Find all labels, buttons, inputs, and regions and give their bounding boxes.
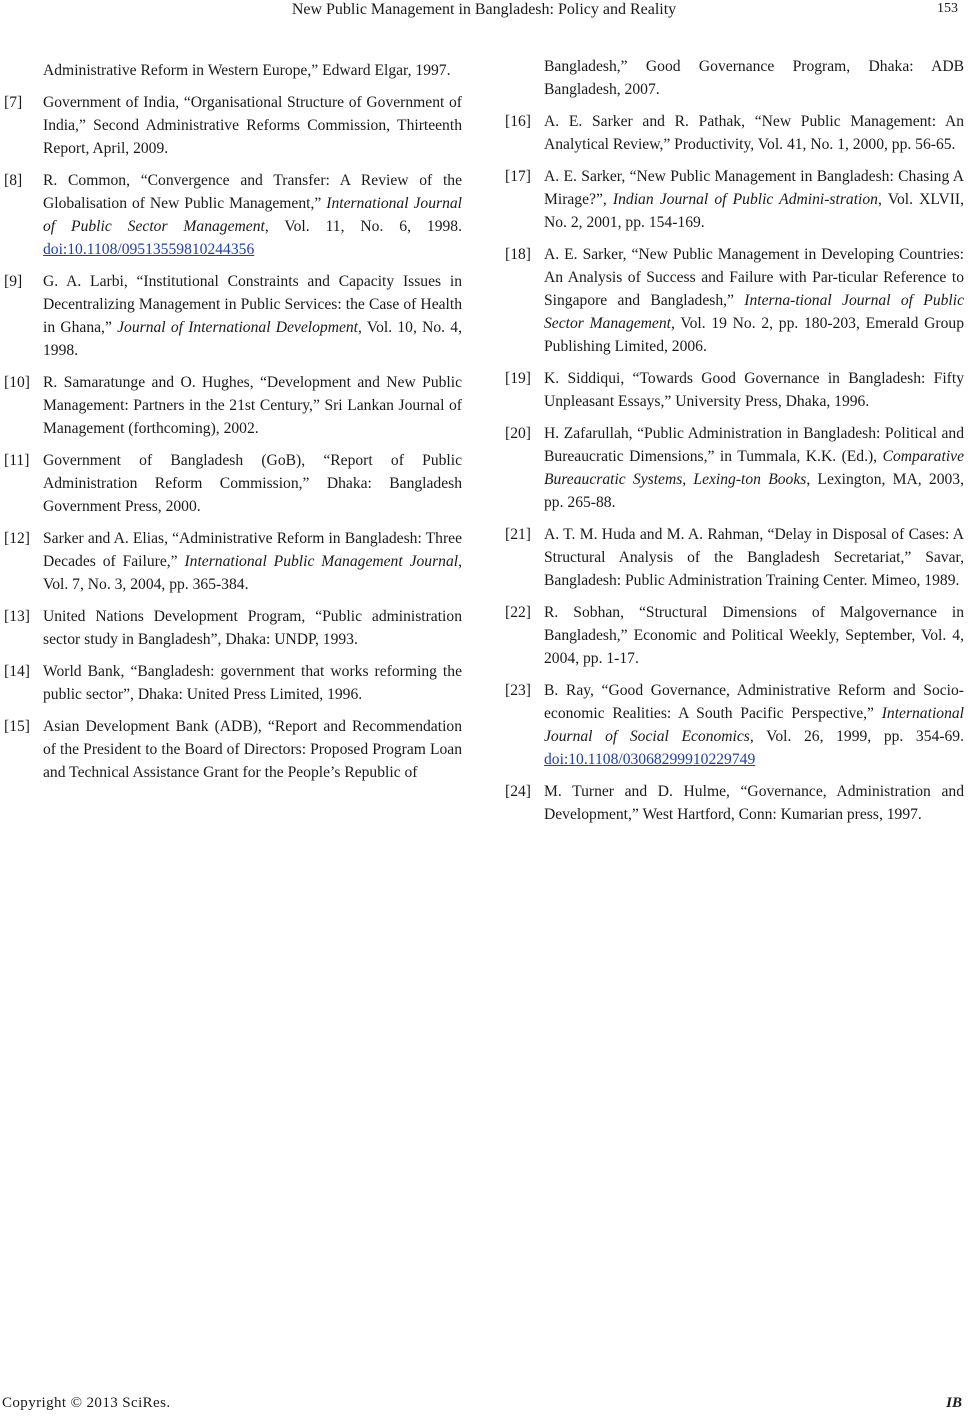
reference-segment: Sarker and A. Elias, “Administrative Reform in Bangladesh: Three Decades of Failure,”: [43, 530, 462, 570]
reference-segment: A. E. Sarker, “New Public Management in Developing Countries: An Analysis of Success and Failure with Par-ticular Reference to Singapore and Bangladesh,”: [544, 246, 964, 309]
reference-segment: A. T. M. Huda and M. A. Rahman, “Delay in Disposal of Cases: A Structural Analysis of the Bangladesh Secretariat,” Savar, Bangladesh: Public Administration Training Center. Mimeo, 1989.: [544, 526, 964, 589]
reference-number: [17]: [505, 168, 531, 185]
reference-entry: [505, 523, 964, 592]
reference-entry: [505, 780, 964, 826]
reference-text: [43, 270, 462, 362]
reference-number: [16]: [505, 113, 531, 130]
reference-entry: [4, 59, 462, 82]
reference-text: [43, 449, 462, 518]
reference-segment: G. A. Larbi, “Institutional Constraints and Capacity Issues in Decentralizing Management in Public Services: the Case of Health in Ghana,”: [43, 273, 462, 336]
reference-text: [544, 110, 964, 156]
reference-text: [544, 243, 964, 358]
reference-entry: [4, 169, 462, 261]
reference-entry: [505, 422, 964, 514]
reference-segment: R. Common, “Convergence and Transfer: A Review of the Globalisation of New Public Management,”: [43, 172, 462, 212]
reference-text: [544, 780, 964, 826]
reference-number: [24]: [505, 783, 531, 800]
reference-text: [43, 605, 462, 651]
page-number: 153: [937, 1, 958, 16]
journal-abbreviation: IB: [946, 1395, 962, 1411]
reference-entry: [4, 715, 462, 784]
reference-segment: A. E. Sarker and R. Pathak, “New Public Management: An Analytical Review,” Productivity, Vol. 41, No. 1, 2000, pp. 56-65.: [544, 113, 964, 153]
reference-number: [20]: [505, 425, 531, 442]
reference-entry: [505, 367, 964, 413]
journal-title: International Journal of Public Sector Management: [43, 195, 462, 235]
reference-entry: [505, 243, 964, 358]
reference-number: [11]: [4, 452, 30, 469]
reference-text: [43, 527, 462, 596]
reference-entry: [505, 601, 964, 670]
reference-entry: [505, 55, 964, 101]
reference-text: [544, 367, 964, 413]
reference-segment: , Vol. 11, No. 6, 1998.: [264, 218, 462, 235]
reference-number: [14]: [4, 663, 30, 680]
reference-number: [19]: [505, 370, 531, 387]
reference-segment: R. Sobhan, “Structural Dimensions of Malgovernance in Bangladesh,” Economic and Political Weekly, September, Vol. 4, 2004, pp. 1-17.: [544, 604, 964, 667]
reference-number: [9]: [4, 273, 23, 290]
reference-column-left: [4, 59, 462, 793]
reference-text: [544, 679, 964, 771]
reference-text: [544, 601, 964, 670]
reference-segment: , Vol. 10, No. 4, 1998.: [43, 319, 462, 359]
journal-title: Interna-tional Journal of Public Sector Management: [544, 292, 965, 332]
reference-entry: [4, 91, 462, 160]
reference-segment: Asian Development Bank (ADB), “Report and Recommendation of the President to the Board of Directors: Proposed Program Loan and Technical Assistance Grant for the People’s Republic of: [43, 718, 462, 781]
reference-segment: M. Turner and D. Hulme, “Governance, Administration and Development,” West Hartford, Conn: Kumarian press, 1997.: [544, 783, 964, 823]
reference-number: [23]: [505, 682, 531, 699]
journal-title: Comparative Bureaucratic Systems, Lexing-ton Books: [544, 448, 964, 488]
reference-number: [8]: [4, 172, 23, 189]
reference-number: [21]: [505, 526, 531, 543]
reference-text: [43, 715, 462, 784]
reference-segment: , Vol. 7, No. 3, 2004, pp. 365-384.: [43, 553, 462, 593]
reference-segment: , Vol. 26, 1999, pp. 354-69.: [749, 728, 964, 745]
reference-number: [15]: [4, 718, 30, 735]
reference-entry: [4, 270, 462, 362]
reference-segment: , Vol. XLVII, No. 2, 2001, pp. 154-169.: [544, 191, 965, 231]
reference-entry: [4, 371, 462, 440]
reference-number: [10]: [4, 374, 30, 391]
reference-segment: , Vol. 19 No. 2, pp. 180-203, Emerald Group Publishing Limited, 2006.: [544, 315, 964, 355]
running-title: New Public Management in Bangladesh: Policy and Reality: [291, 1, 677, 18]
reference-entry: [4, 660, 462, 706]
reference-segment: B. Ray, “Good Governance, Administrative Reform and Socio-economic Realities: A South Pacific Perspective,”: [544, 682, 964, 722]
page-header: [0, 0, 968, 26]
doi-link[interactable]: doi:10.1108/09513559810244356: [43, 241, 255, 258]
reference-segment: Administrative Reform in Western Europe,” Edward Elgar, 1997.: [43, 62, 451, 79]
reference-entry: [4, 605, 462, 651]
reference-entry: [4, 527, 462, 596]
reference-text: [544, 55, 964, 101]
journal-title: Journal of International Development: [117, 319, 359, 336]
reference-segment: , Lexington, MA, 2003, pp. 265-88.: [544, 471, 964, 511]
reference-text: [544, 523, 964, 592]
reference-segment: A. E. Sarker, “New Public Management in Bangladesh: Chasing A Mirage?”,: [544, 168, 964, 208]
reference-text: [43, 660, 462, 706]
reference-entry: [505, 679, 964, 771]
reference-number: [18]: [505, 246, 531, 263]
reference-number: [22]: [505, 604, 531, 621]
doi-link[interactable]: doi:10.1108/03068299910229749: [544, 751, 756, 768]
reference-text: [43, 371, 462, 440]
reference-segment: H. Zafarullah, “Public Administration in Bangladesh: Political and Bureaucratic Dimensions,” in Tummala, K.K. (Ed.),: [544, 425, 964, 465]
reference-column-right: [505, 55, 964, 835]
reference-text: [43, 59, 462, 82]
reference-entry: [505, 110, 964, 156]
reference-segment: K. Siddiqui, “Towards Good Governance in Bangladesh: Fifty Unpleasant Essays,” University Press, Dhaka, 1996.: [544, 370, 964, 410]
reference-segment: Bangladesh,” Good Governance Program, Dhaka: ADB Bangladesh, 2007.: [544, 58, 964, 98]
reference-number: [12]: [4, 530, 30, 547]
reference-text: [43, 91, 462, 160]
reference-segment: Government of India, “Organisational Structure of Government of India,” Second Administrative Reforms Commission, Thirteenth Report, April, 2009.: [43, 94, 462, 157]
reference-entry: [505, 165, 964, 234]
journal-title: International Public Management Journal: [184, 553, 459, 570]
journal-title: International Journal of Social Economics: [544, 705, 964, 745]
reference-segment: Government of Bangladesh (GoB), “Report of Public Administration Reform Commission,” Dhaka: Bangladesh Government Press, 2000.: [43, 452, 462, 515]
reference-segment: United Nations Development Program, “Public administration sector study in Bangladesh”, Dhaka: UNDP, 1993.: [43, 608, 462, 648]
journal-title: Indian Journal of Public Admini-stration: [612, 191, 878, 208]
reference-number: [7]: [4, 94, 23, 111]
reference-segment: World Bank, “Bangladesh: government that works reforming the public sector”, Dhaka: United Press Limited, 1996.: [43, 663, 462, 703]
copyright-notice: Copyright © 2013 SciRes.: [2, 1395, 171, 1411]
reference-entry: [4, 449, 462, 518]
reference-text: [544, 422, 964, 514]
reference-text: [544, 165, 964, 234]
reference-segment: R. Samaratunge and O. Hughes, “Development and New Public Management: Partners in the 21st Century,” Sri Lankan Journal of Management (forthcoming), 2002.: [43, 374, 462, 437]
reference-number: [13]: [4, 608, 30, 625]
reference-text: [43, 169, 462, 261]
